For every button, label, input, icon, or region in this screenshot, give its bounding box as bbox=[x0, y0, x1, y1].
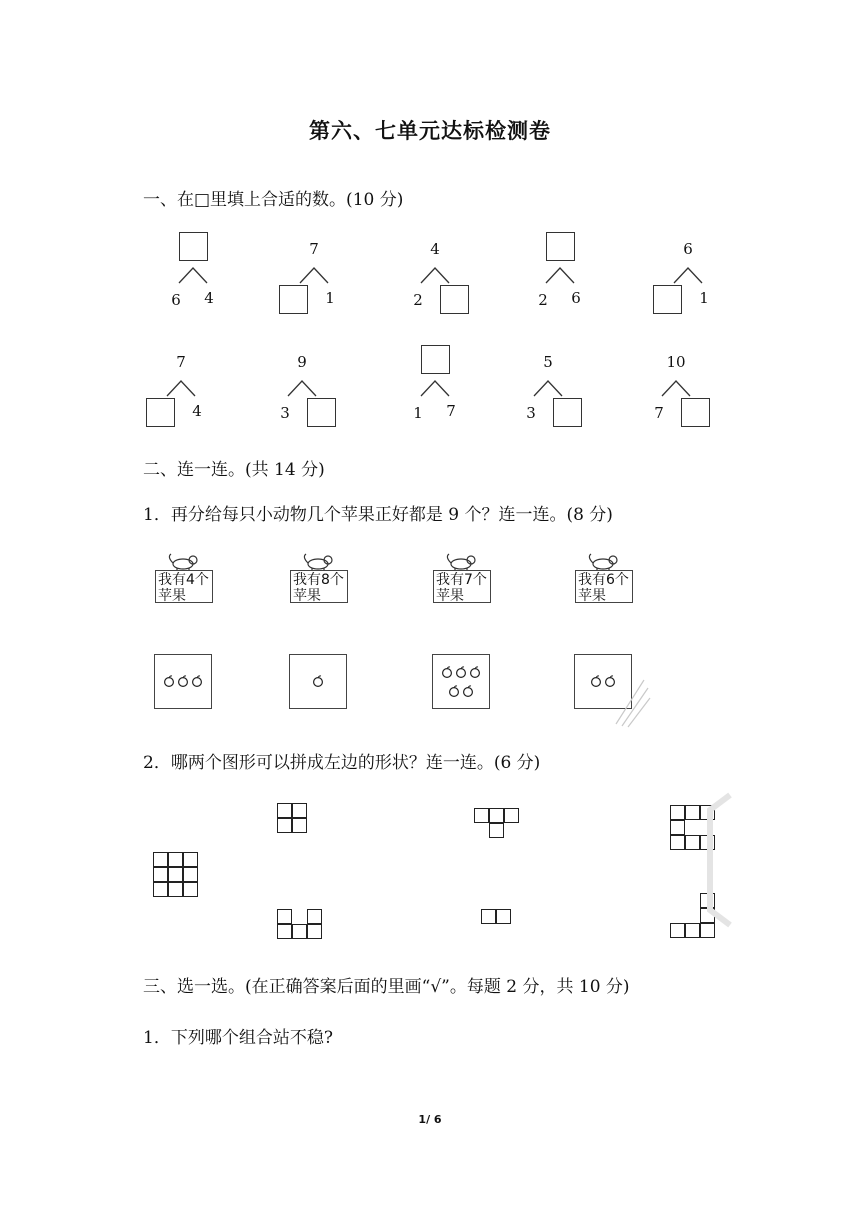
right-number: 1 bbox=[325, 289, 335, 307]
left-number: 2 bbox=[413, 291, 423, 309]
grid-cell bbox=[307, 909, 322, 924]
apple-icon bbox=[441, 663, 453, 682]
branch-lines bbox=[294, 266, 334, 286]
grid-cell bbox=[489, 808, 504, 823]
section3-question1: 1．下列哪个组合站不稳? bbox=[143, 1028, 333, 1048]
grid-cell bbox=[292, 818, 307, 833]
grid-cell bbox=[670, 923, 685, 938]
card-line2: 苹果 bbox=[436, 588, 464, 604]
speech-card bbox=[575, 570, 633, 603]
apple-icon bbox=[448, 682, 460, 701]
grid-cell bbox=[496, 909, 511, 924]
card-line1: 我有8个 bbox=[293, 572, 344, 588]
card-line2: 苹果 bbox=[578, 588, 606, 604]
section2-question2: 2．哪两个图形可以拼成左边的形状？连一连。(6 分) bbox=[143, 753, 541, 773]
grid-cell bbox=[277, 924, 292, 939]
left-number: 7 bbox=[654, 404, 664, 422]
apple-row bbox=[441, 663, 481, 682]
left-number: 1 bbox=[413, 404, 423, 422]
apple-icon bbox=[163, 672, 175, 691]
monkey-icon bbox=[443, 553, 477, 567]
grid-cell bbox=[670, 820, 685, 835]
grid-cell bbox=[183, 867, 198, 882]
card-line1: 我有4个 bbox=[158, 572, 209, 588]
cat-icon bbox=[585, 553, 619, 567]
apple-row bbox=[163, 672, 203, 691]
apple-icon bbox=[590, 672, 602, 691]
card-line2: 苹果 bbox=[158, 588, 186, 604]
left-number: 3 bbox=[526, 404, 536, 422]
top-number: 7 bbox=[176, 353, 186, 371]
answer-box bbox=[546, 232, 575, 261]
left-number: 2 bbox=[538, 291, 548, 309]
top-number: 9 bbox=[297, 353, 307, 371]
branch-lines bbox=[161, 379, 201, 399]
apple-box bbox=[154, 654, 212, 709]
top-number: 10 bbox=[666, 353, 686, 371]
apple-icon bbox=[462, 682, 474, 701]
page-title: 第六、七单元达标检测卷 bbox=[309, 119, 551, 143]
watermark-mark bbox=[612, 672, 652, 728]
section1-heading: 一、在□里填上合适的数。(10 分) bbox=[143, 190, 404, 210]
answer-box bbox=[440, 285, 469, 314]
card-line1: 我有6个 bbox=[578, 572, 629, 588]
left-number: 6 bbox=[171, 291, 181, 309]
answer-box bbox=[653, 285, 682, 314]
grid-cell bbox=[307, 924, 322, 939]
card-line1: 我有7个 bbox=[436, 572, 487, 588]
section3-heading: 三、选一选。(在正确答案后面的里画“√”。每题 2 分，共 10 分) bbox=[143, 977, 630, 997]
grid-cell bbox=[504, 808, 519, 823]
answer-box bbox=[553, 398, 582, 427]
top-number: 7 bbox=[309, 240, 319, 258]
apple-icon bbox=[177, 672, 189, 691]
top-number: 5 bbox=[543, 353, 553, 371]
apple-icon bbox=[191, 672, 203, 691]
apple-box bbox=[432, 654, 490, 709]
answer-box bbox=[279, 285, 308, 314]
speech-card bbox=[433, 570, 491, 603]
branch-lines bbox=[415, 266, 455, 286]
branch-lines bbox=[656, 379, 696, 399]
branch-lines bbox=[415, 379, 455, 399]
answer-box bbox=[307, 398, 336, 427]
right-number: 7 bbox=[446, 402, 456, 420]
grid-cell bbox=[489, 823, 504, 838]
grid-cell bbox=[670, 805, 685, 820]
answer-box bbox=[681, 398, 710, 427]
grid-cell bbox=[153, 867, 168, 882]
left-number: 3 bbox=[280, 404, 290, 422]
watermark-shield bbox=[690, 790, 735, 930]
grid-cell bbox=[153, 882, 168, 897]
speech-card bbox=[155, 570, 213, 603]
grid-cell bbox=[481, 909, 496, 924]
branch-lines bbox=[173, 266, 213, 286]
grid-cell bbox=[670, 835, 685, 850]
grid-cell bbox=[277, 909, 292, 924]
apple-row bbox=[448, 682, 474, 701]
card-line2: 苹果 bbox=[293, 588, 321, 604]
squirrel-icon bbox=[165, 553, 199, 567]
speech-card bbox=[290, 570, 348, 603]
answer-box bbox=[421, 345, 450, 374]
grid-cell bbox=[168, 867, 183, 882]
apple-row bbox=[312, 672, 324, 691]
apple-icon bbox=[312, 672, 324, 691]
answer-box bbox=[146, 398, 175, 427]
grid-cell bbox=[292, 803, 307, 818]
cow-icon bbox=[300, 553, 334, 567]
right-number: 4 bbox=[204, 289, 214, 307]
branch-lines bbox=[668, 266, 708, 286]
branch-lines bbox=[282, 379, 322, 399]
branch-lines bbox=[528, 379, 568, 399]
page-number: 1/ 6 bbox=[418, 1113, 442, 1126]
grid-cell bbox=[183, 852, 198, 867]
top-number: 4 bbox=[430, 240, 440, 258]
top-number: 6 bbox=[683, 240, 693, 258]
apple-icon bbox=[455, 663, 467, 682]
apple-icon bbox=[469, 663, 481, 682]
grid-cell bbox=[474, 808, 489, 823]
apple-box bbox=[289, 654, 347, 709]
grid-cell bbox=[292, 924, 307, 939]
section2-question1: 1．再分给每只小动物几个苹果正好都是 9 个？连一连。(8 分) bbox=[143, 505, 613, 525]
grid-cell bbox=[277, 818, 292, 833]
grid-cell bbox=[183, 882, 198, 897]
branch-lines bbox=[540, 266, 580, 286]
grid-cell bbox=[153, 852, 168, 867]
right-number: 1 bbox=[699, 289, 709, 307]
grid-cell bbox=[168, 882, 183, 897]
section2-heading: 二、连一连。(共 14 分) bbox=[143, 460, 325, 480]
grid-cell bbox=[168, 852, 183, 867]
right-number: 4 bbox=[192, 402, 202, 420]
right-number: 6 bbox=[571, 289, 581, 307]
grid-cell bbox=[277, 803, 292, 818]
answer-box bbox=[179, 232, 208, 261]
